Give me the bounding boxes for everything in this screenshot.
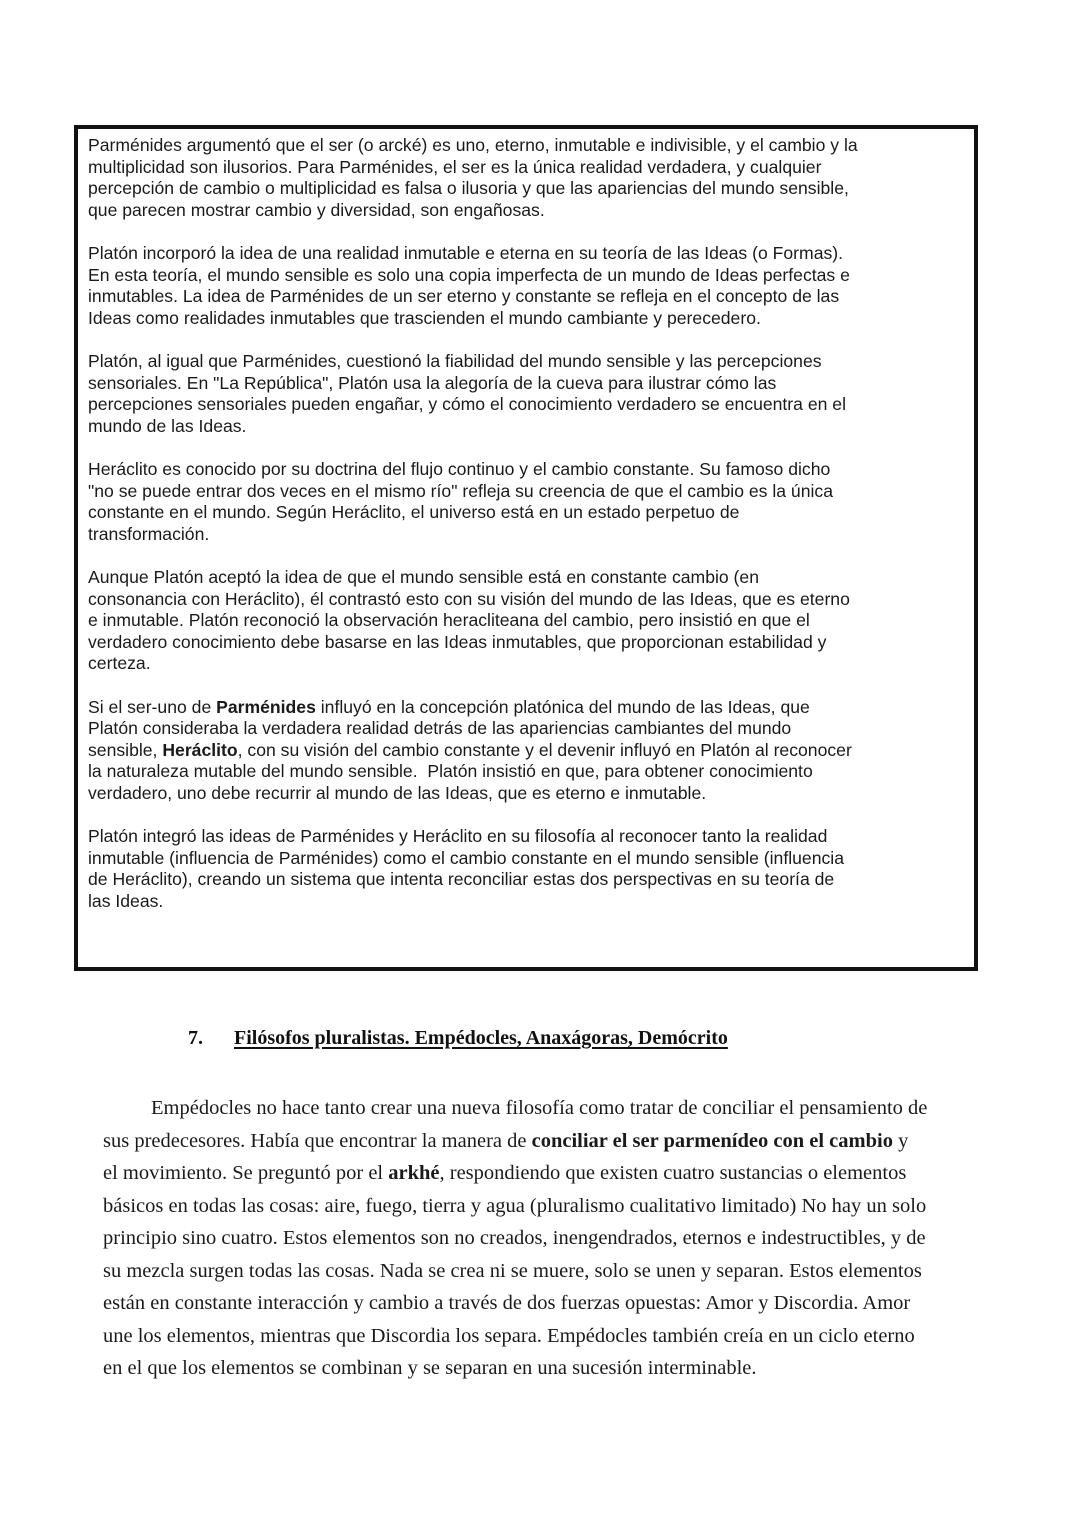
summary-box-content <box>88 135 964 934</box>
text-line: Platón, al igual que Parménides, cuestionó la fiabilidad del mundo sensible y las percepciones <box>88 351 822 371</box>
text-line: que parecen mostrar cambio y diversidad, son engañosas. <box>88 199 545 220</box>
paragraph-platon-cambio <box>88 567 964 675</box>
text-line: verdadero, uno debe recurrir al mundo de las Ideas, que es eterno e inmutable. <box>88 782 707 803</box>
text-run: el movimiento. Se preguntó por el <box>103 1162 389 1184</box>
text-line: sensoriales. En "La República", Platón usa la alegoría de la cueva para ilustrar cómo las <box>88 372 777 393</box>
text-line: la naturaleza mutable del mundo sensible. Platón insistió en que, para obtener conocimiento <box>88 761 813 781</box>
text-run: Si el ser-uno de <box>88 696 217 717</box>
text-line: certeza. <box>88 653 151 673</box>
paragraph-influencias <box>88 697 964 805</box>
text-line: transformación. <box>88 523 210 544</box>
text-run: sus predecesores. Había que encontrar la manera de <box>103 1129 532 1152</box>
text-line: Platón incorporó la idea de una realidad inmutable e eterna en su teoría de las Ideas (o Formas). <box>88 243 844 263</box>
text-line: consonancia con Heráclito), él contrastó esto con su visión del mundo de las Ideas, que es eterno <box>88 588 850 609</box>
paragraph-parmenides <box>88 135 964 221</box>
text-run: sensible, <box>88 739 163 760</box>
text-line: Platón consideraba la verdadera realidad detrás de las apariencias cambiantes del mundo <box>88 718 792 738</box>
section-number: 7. <box>188 1027 203 1049</box>
bold-term-parmenides: Parménides <box>216 696 316 717</box>
text-line: las Ideas. <box>88 890 164 911</box>
text-line <box>103 1157 983 1190</box>
text-line: Heráclito es conocido por su doctrina del flujo continuo y el cambio constante. Su famoso dicho <box>88 459 831 479</box>
paragraph-platon-cueva <box>88 351 964 437</box>
text-run: , con su visión del cambio constante y el devenir influyó en Platón al reconocer <box>237 739 852 760</box>
section-heading <box>188 1027 728 1050</box>
text-line: están en constante interacción y cambio a través de dos fuerzas opuestas: Amor y Discordia. Amor <box>103 1292 911 1314</box>
text-line: multiplicidad son ilusorios. Para Parménides, el ser es la única realidad verdadera, y cualquier <box>88 156 822 177</box>
text-line <box>88 697 964 719</box>
text-run: y <box>892 1129 909 1152</box>
text-line: verdadero conocimiento debe basarse en las Ideas inmutables, que proporcionan estabilidad y <box>88 631 827 652</box>
text-line: en el que los elementos se combinan y se separan en una sucesión interminable. <box>103 1357 757 1379</box>
text-line: constante en el mundo. Según Heráclito, el universo está en un estado perpetuo de <box>88 502 740 522</box>
text-run: , respondiendo que existen cuatro sustancias o elementos <box>439 1162 907 1184</box>
section-title: Filósofos pluralistas. Empédocles, Anaxágoras, Demócrito <box>234 1027 728 1049</box>
text-line: mundo de las Ideas. <box>88 415 247 436</box>
text-line: básicos en todas las cosas: aire, fuego, tierra y agua (pluralismo cualitativo limitado) No hay un solo <box>103 1194 927 1217</box>
text-line: principio sino cuatro. Estos elementos son no creados, inengendrados, eternos e indestructibles, y de <box>103 1227 926 1249</box>
text-line: percepciones sensoriales pueden engañar, y cómo el conocimiento verdadero se encuentra en el <box>88 394 846 414</box>
text-run: influyó en la concepción platónica del mundo de las Ideas, que <box>315 696 810 717</box>
text-line: Ideas como realidades inmutables que trascienden el mundo cambiante y perecedero. <box>88 307 761 328</box>
bold-term-heraclito: Heráclito <box>162 739 238 760</box>
text-line <box>88 740 964 762</box>
text-line: inmutable (influencia de Parménides) como el cambio constante en el mundo sensible (influencia <box>88 847 844 868</box>
body-paragraph-empedocles <box>103 1092 983 1385</box>
text-line <box>103 1125 983 1158</box>
bold-term-arkhe: arkhé <box>388 1162 440 1184</box>
text-line: Empédocles no hace tanto crear una nueva filosofía como tratar de conciliar el pensamiento de <box>151 1097 928 1119</box>
text-line: Aunque Platón aceptó la idea de que el mundo sensible está en constante cambio (en <box>88 567 759 587</box>
text-line: su mezcla surgen todas las cosas. Nada se crea ni se muere, solo se unen y separan. Estos elementos <box>103 1259 922 1282</box>
text-line: percepción de cambio o multiplicidad es falsa o ilusoria y que las apariencias del mundo sensible, <box>88 178 849 198</box>
paragraph-integracion <box>88 826 964 912</box>
bold-phrase-conciliar: conciliar el ser parmenídeo con el cambio <box>531 1129 893 1152</box>
text-line: de Heráclito), creando un sistema que intenta reconciliar estas dos perspectivas en su teoría de <box>88 869 835 889</box>
text-line: "no se puede entrar dos veces en el mismo río" refleja su creencia de que el cambio es la única <box>88 480 833 501</box>
summary-box <box>74 125 978 971</box>
text-line: En esta teoría, el mundo sensible es solo una copia imperfecta de un mundo de Ideas perfectas e <box>88 264 850 285</box>
paragraph-heraclito <box>88 459 964 545</box>
text-line: Platón integró las ideas de Parménides y Heráclito en su filosofía al reconocer tanto la realidad <box>88 826 828 846</box>
text-line: une los elementos, mientras que Discordia los separa. Empédocles también creía en un ciclo eterno <box>103 1324 915 1347</box>
paragraph-platon-ideas <box>88 243 964 329</box>
text-line: e inmutable. Platón reconoció la observación heracliteana del cambio, pero insistió en que el <box>88 610 810 630</box>
text-line: inmutables. La idea de Parménides de un ser eterno y constante se refleja en el concepto de las <box>88 286 840 306</box>
text-line: Parménides argumentó que el ser (o arcké) es uno, eterno, inmutable e indivisible, y el cambio y la <box>88 135 858 155</box>
